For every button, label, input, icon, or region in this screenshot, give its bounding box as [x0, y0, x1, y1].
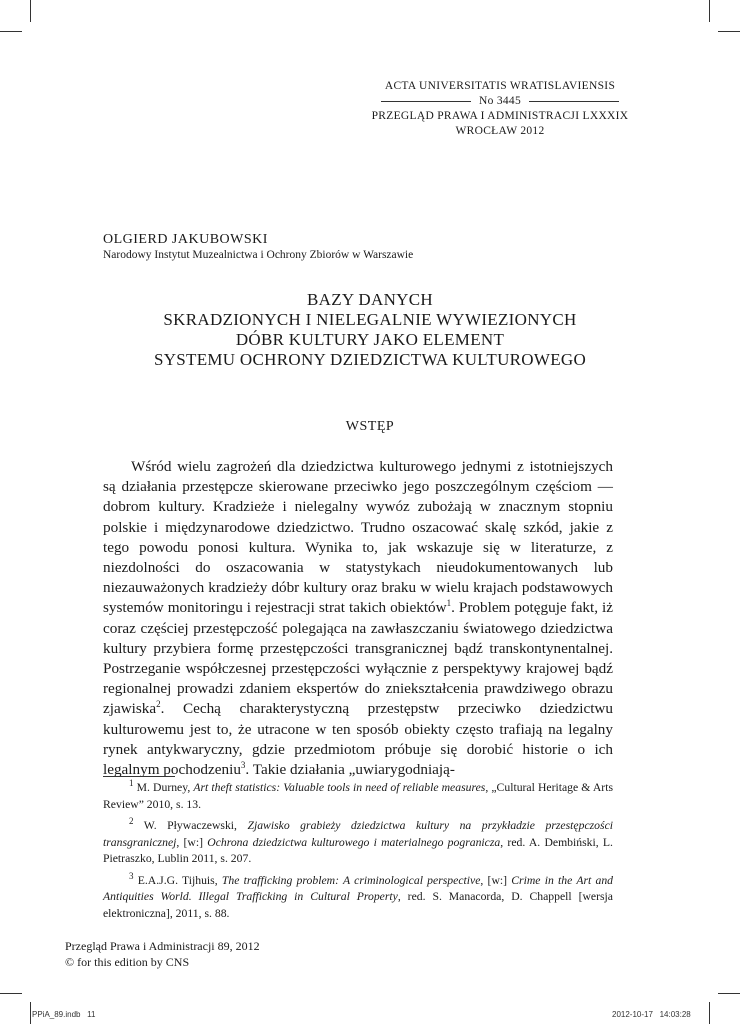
crop-mark [0, 31, 22, 32]
footnote-author: E.A.J.G. Tijhuis, [137, 873, 222, 887]
journal-series: PRZEGLĄD PRAWA I ADMINISTRACJI LXXXIX [371, 110, 629, 122]
author-affiliation: Narodowy Instytut Muzealnictwa i Ochrony Zbiorów w Warszawie [103, 249, 414, 261]
crop-mark [718, 31, 740, 32]
footnote-title: Art theft statistics: Valuable tools in need of reliable measures [193, 781, 486, 794]
footnote-number: 3 [129, 870, 134, 881]
journal-number-line [330, 94, 670, 109]
crop-mark [0, 993, 22, 994]
title-line: SKRADZIONYCH I NIELEGALNIE WYWIEZIONYCH [163, 310, 577, 329]
slug-timestamp: 2012-10-17 14:03:28 [612, 1010, 691, 1019]
slug-file: PPiA_89.indb 11 [32, 1010, 96, 1019]
crop-mark [30, 1002, 31, 1024]
crop-mark [30, 0, 31, 22]
journal-issue: Przegląd Prawa i Administracji 89, 2012 [65, 939, 260, 953]
footnote-book-title: Crime in the Art and Antiquities World. Illegal Trafficking in Cultural Property [103, 873, 614, 903]
footnote-in: , [w:] [176, 835, 208, 849]
divider [381, 101, 471, 102]
footnote [103, 870, 614, 923]
footnote-source: , red. S. Manacorda, D. Chappell [wersja elektroniczna], 2011, s. 88. [103, 890, 613, 920]
footnote-number: 1 [129, 778, 134, 789]
footnote [103, 780, 613, 813]
body-segment: Wśród wielu zagrożeń dla dziedzictwa kulturowego jednymi z istotniejszych są działania przestępcze skierowane przeciwko jego poszczególnym częściom — dobrom kultury. Kradzieże i nielegalny wywóz zubożają w znacznym stopniu polskie i międzynarodowe dziedzictwo. Trudno oszacować skalę szkód, jakie z tego powodu ponosi kultura. Wynika to, jak wskazuje się w literaturze, z niezdolności do oszacowania w statystykach nieudokumentowanych lub niezauważonych kradzieży dóbr kultury oraz braku w wielu krajach podstawowych systemów monitoringu i rejestracji strat takich obiektów [103, 458, 613, 617]
section-heading: WSTĘP [345, 419, 395, 434]
journal-header [330, 79, 670, 139]
footnote-in: , [w:] [480, 873, 512, 887]
crop-mark [718, 993, 740, 994]
body-text [103, 457, 613, 780]
footnote-ref: 1 [446, 598, 452, 609]
footnote-number: 2 [129, 816, 134, 827]
footnote-author: M. Durney, [136, 781, 194, 794]
footnote-source: , „Cultural Heritage & Arts Review” 2010, s. 13. [103, 781, 613, 811]
title-line: BAZY DANYCH [307, 290, 433, 309]
crop-mark [709, 1002, 710, 1024]
footnote [103, 818, 613, 868]
footnote-title: Zjawisko grabieży dziedzictwa kultury na przykładzie przestępczości transgranicznej [103, 819, 614, 849]
footnote-book-title: Ochrona dziedzictwa kulturowego i materialnego pogranicza [207, 835, 501, 849]
article-title [90, 290, 650, 370]
body-segment: . Takie działania „uwiarygodniają- [245, 761, 455, 779]
footnote-separator [103, 776, 175, 777]
author-name: OLGIERD JAKUBOWSKI [103, 232, 268, 247]
body-paragraph [103, 457, 613, 780]
footnote-author: W. Pływaczewski, [143, 819, 248, 832]
copyright: © for this edition by CNS [65, 955, 190, 969]
footnote-source: , red. A. Dembiński, L. Pietraszko, Lublin 2011, s. 207. [103, 835, 613, 865]
divider [529, 101, 619, 102]
body-segment: . Cechą charakterystyczną przestępstw przeciwko dziedzictwu kulturowemu jest to, że utracone w ten sposób obiekty często trafiają na legalny rynek antykwaryczny, gdzie przedmiotom próbuje się dorobić historie o ich legalnym pochodzeniu [103, 700, 613, 779]
title-line: SYSTEMU OCHRONY DZIEDZICTWA KULTUROWEGO [153, 350, 587, 369]
footnote-title: The trafficking problem: A criminological perspective [221, 873, 481, 887]
footnote-ref: 2 [156, 699, 161, 710]
title-line: DÓBR KULTURY JAKO ELEMENT [235, 330, 505, 349]
crop-mark [709, 0, 710, 22]
journal-name: ACTA UNIVERSITATIS WRATISLAVIENSIS [384, 80, 616, 92]
footnotes [103, 780, 613, 927]
journal-place-year: WROCŁAW 2012 [455, 125, 545, 137]
body-segment: . Problem potęguje fakt, iż coraz częściej przestępczość polegająca na zawłaszczaniu światowego dziedzictwa kultury przybiera formę przestępczości transgranicznej bądź transkontynentalnej. Postrzeganie współczesnej przestępczości wyłącznie z perspektywy krajowej bądź regionalnej prowadzi zdaniem ekspertów do zniekształcenia prawdziwego obrazu zjawiska [103, 599, 613, 718]
imprint [65, 938, 260, 970]
journal-number: No 3445 [478, 95, 522, 107]
footnote-ref: 3 [240, 759, 246, 770]
